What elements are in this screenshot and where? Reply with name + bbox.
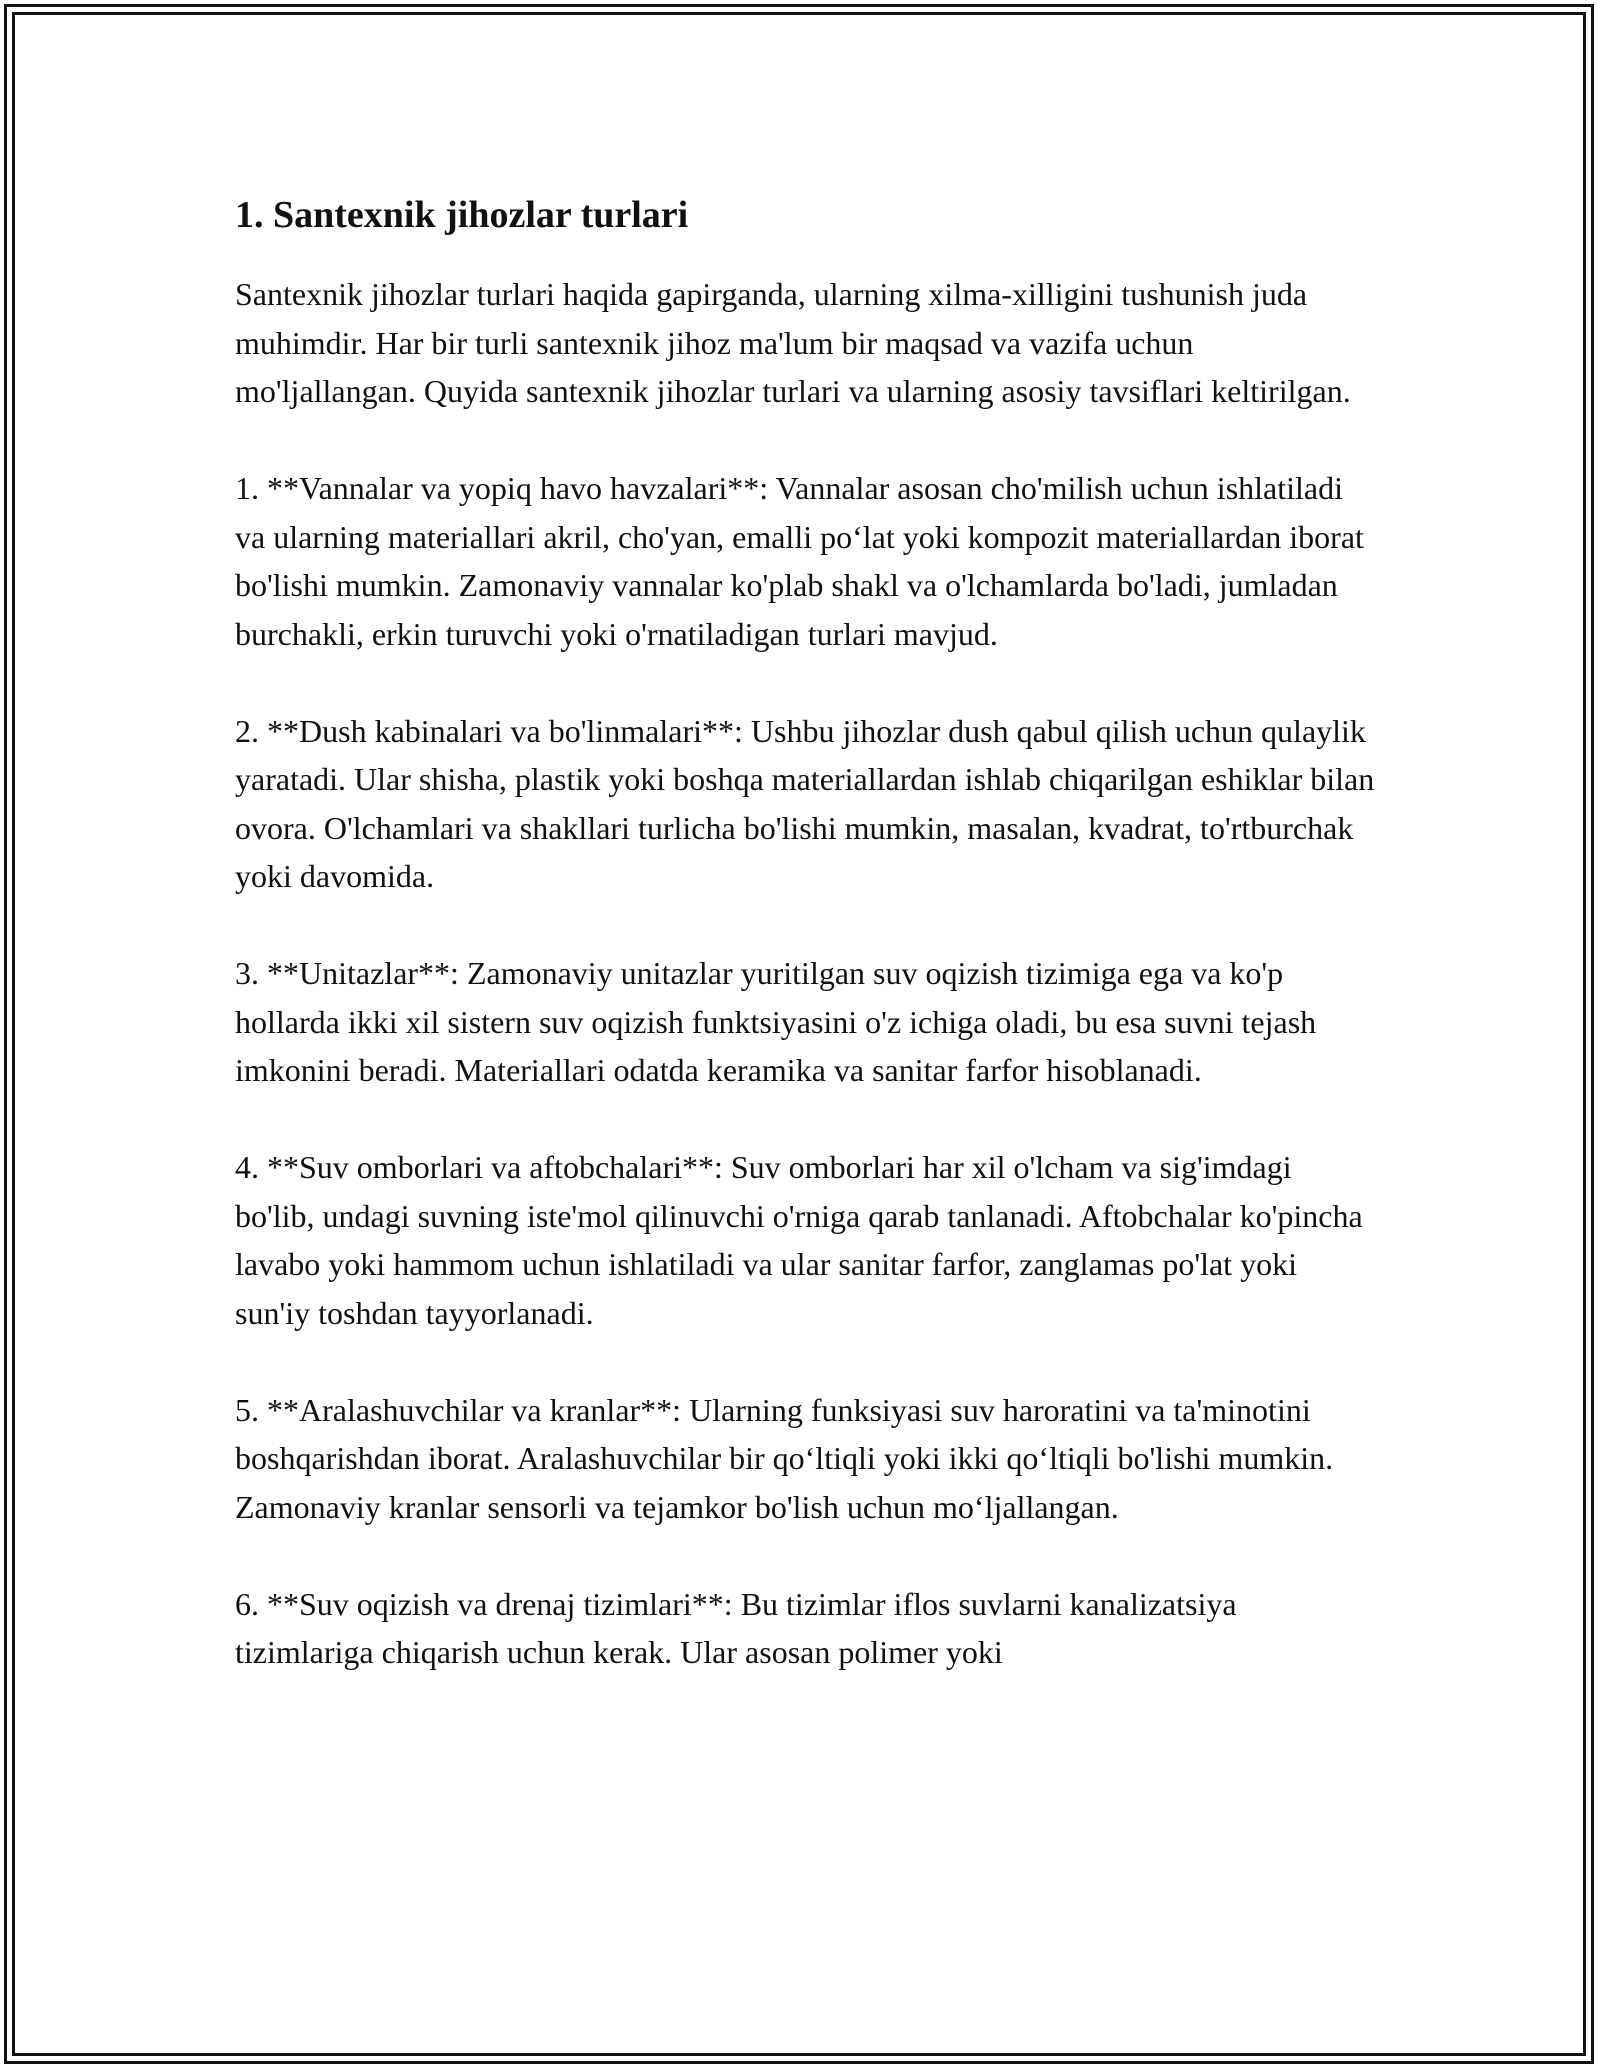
- paragraph-aralashuvchilar: 5. **Aralashuvchilar va kranlar**: Ularning funksiyasi suv haroratini va ta'minotini boshqarishdan iborat. Aralashuvchilar bir qo‘ltiqli yoki ikki qo‘ltiqli bo'lishi mumkin. Zamonaviy kranlar sensorli va tejamkor bo'lish uchun mo‘ljallangan.: [235, 1391, 1334, 1525]
- paragraph-dush-kabinalari: 2. **Dush kabinalari va bo'linmalari**: Ushbu jihozlar dush qabul qilish uchun qulaylik yaratadi. Ular shisha, plastik yoki boshqa materiallardan ishlab chiqarilgan eshiklar bilan ovora. O'lchamlari va shakllari turlicha bo'lishi mumkin, masalan, kvadrat, to'rtburchak yoki davomida.: [235, 712, 1375, 894]
- section-heading: 1. Santexnik jihozlar turlari: [235, 194, 689, 236]
- paragraph-vannalar: 1. **Vannalar va yopiq havo havzalari**: Vannalar asosan cho'milish uchun ishlatiladi va ularning materiallari akril, cho'yan, emalli po‘lat yoki kompozit materiallardan iborat bo'lishi mumkin. Zamonaviy vannalar ko'plab shakl va o'lchamlarda bo'ladi, jumladan burchakli, erkin turuvchi yoki o'rnatiladigan turlari mavjud.: [235, 470, 1364, 652]
- paragraph-suv-oqizish: 6. **Suv oqizish va drenaj tizimlari**: Bu tizimlar iflos suvlarni kanalizatsiya tizimlariga chiqarish uchun kerak. Ular asosan polimer yoki: [235, 1585, 1237, 1670]
- intro-paragraph: Santexnik jihozlar turlari haqida gapirganda, ularning xilma-xilligini tushunish juda muhimdir. Har bir turli santexnik jihoz ma'lum bir maqsad va vazifa uchun mo'ljallangan. Quyida santexnik jihozlar turlari va ularning asosiy tavsiflari keltirilgan.: [235, 276, 1351, 409]
- document-body: [235, 185, 1375, 1725]
- paragraph-suv-omborlari: 4. **Suv omborlari va aftobchalari**: Suv omborlari har xil o'lcham va sig'imdagi bo'lib, undagi suvning iste'mol qilinuvchi o'rniga qarab tanlanadi. Aftobchalar ko'pincha lavabo yoki hammom uchun ishlatiladi va ular sanitar farfor, zanglamas po'lat yoki sun'iy toshdan tayyorlanadi.: [235, 1149, 1363, 1331]
- paragraph-unitazlar: 3. **Unitazlar**: Zamonaviy unitazlar yuritilgan suv oqizish tizimiga ega va ko'p hollarda ikki xil sistern suv oqizish funktsiyasini o'z ichiga oladi, bu esa suvni tejash imkonini beradi. Materiallari odatda keramika va sanitar farfor hisoblanadi.: [235, 955, 1317, 1088]
